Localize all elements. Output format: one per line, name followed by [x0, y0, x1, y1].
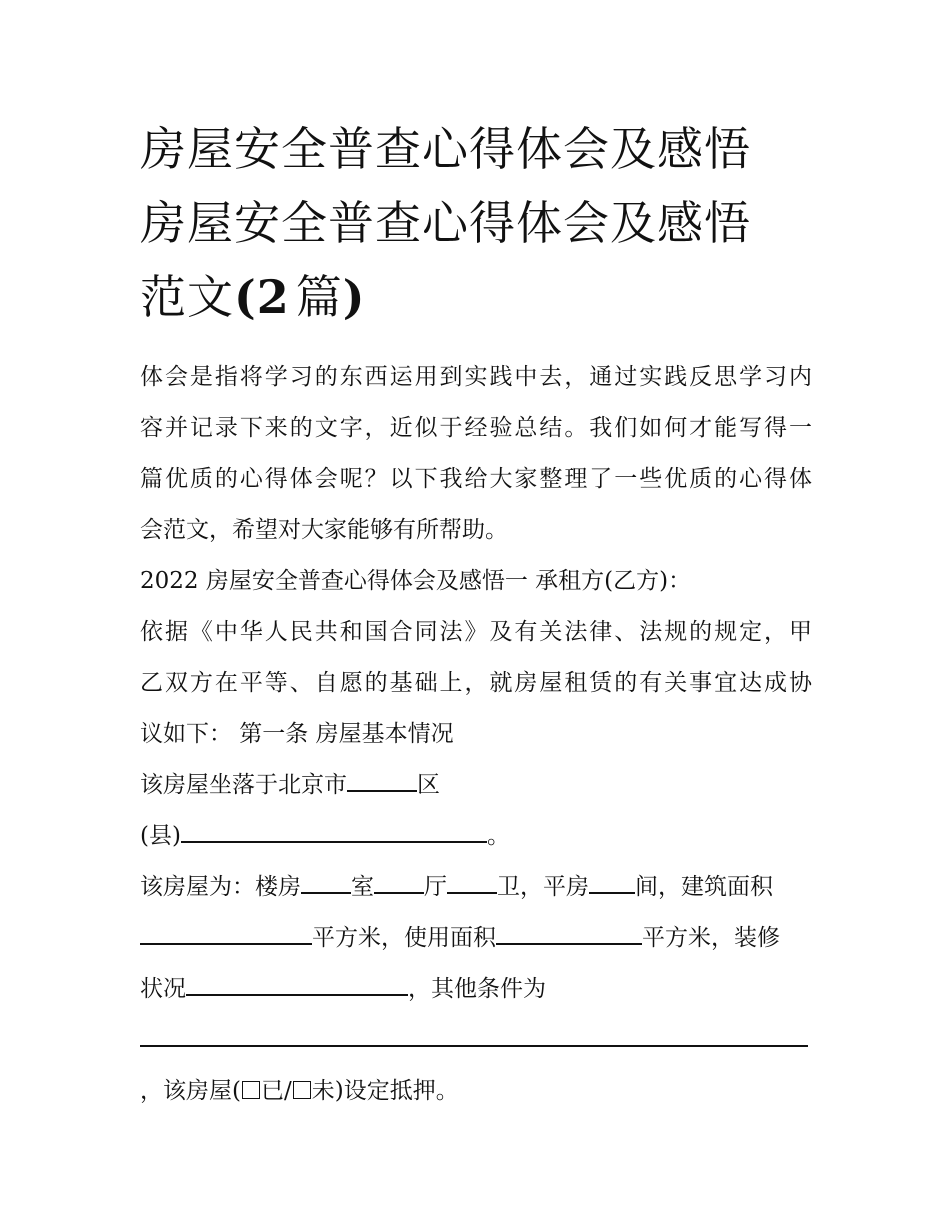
usable-area-label: 平方米，装修: [642, 925, 780, 951]
decoration-blank[interactable]: [186, 980, 408, 996]
other-conditions-blank[interactable]: [140, 1031, 808, 1047]
contract-line-1: 依据《中华人民共和国合同法》及有关法律、法规的规定，甲: [140, 619, 812, 645]
house-type-label: 该房屋为：楼房: [140, 874, 301, 900]
halls-label: 厅: [424, 874, 447, 900]
bungalow-blank[interactable]: [589, 878, 635, 894]
address-blank[interactable]: [181, 827, 487, 843]
decoration-label: 状况: [140, 976, 186, 1002]
halls-blank[interactable]: [374, 878, 424, 894]
mortgage-line: [140, 1066, 812, 1117]
building-area-blank[interactable]: [140, 929, 312, 945]
county-line: [140, 811, 812, 862]
area-line: [140, 913, 812, 964]
section-heading: 2022 房屋安全普查心得体会及感悟一 承租方(乙方)：: [140, 568, 692, 594]
title-line-1: 房屋安全普查心得体会及感悟: [140, 122, 751, 176]
other-conditions-line: [140, 1015, 812, 1066]
bungalow-label: 间，建筑面积: [635, 874, 773, 900]
mortgage-label: ，该房屋(: [140, 1078, 241, 1104]
location-line: [140, 760, 812, 811]
county-period: 。: [486, 823, 510, 849]
document-body: [140, 352, 812, 1117]
district-blank[interactable]: [347, 776, 417, 792]
title-line-2: 房屋安全普查心得体会及感悟: [140, 196, 751, 250]
decoration-line: [140, 964, 812, 1015]
document-title: [140, 112, 820, 334]
building-area-label: 平方米，使用面积: [312, 925, 496, 951]
county-label: (县): [140, 823, 181, 849]
rooms-label: 室: [351, 874, 374, 900]
not-mortgaged-label: 未)设定抵押。: [311, 1078, 459, 1104]
rooms-blank[interactable]: [301, 878, 351, 894]
intro-line-2: 容并记录下来的文字，近似于经验总结。我们如何才能写得一: [140, 415, 812, 441]
mortgaged-checkbox[interactable]: [242, 1081, 260, 1099]
intro-line-3: 篇优质的心得体会呢？以下我给大家整理了一些优质的心得体: [140, 466, 812, 492]
title-count-open: (2: [234, 270, 290, 324]
location-label: 该房屋坐落于北京市: [140, 772, 347, 798]
district-label: 区: [417, 772, 440, 798]
house-type-line: [140, 862, 812, 913]
not-mortgaged-checkbox[interactable]: [293, 1081, 311, 1099]
other-conditions-label: ，其他条件为: [408, 976, 546, 1002]
baths-blank[interactable]: [447, 878, 497, 894]
title-count-close: ): [342, 270, 366, 324]
intro-line-1: 体会是指将学习的东西运用到实践中去，通过实践反思学习内: [140, 364, 812, 390]
intro-line-4: 会范文，希望对大家能够有所帮助。: [140, 517, 508, 543]
usable-area-blank[interactable]: [496, 929, 642, 945]
title-line-3: [140, 260, 820, 334]
title-prefix: 范文: [140, 270, 234, 324]
contract-line-2: 乙双方在平等、自愿的基础上，就房屋租赁的有关事宜达成协: [140, 670, 812, 696]
mortgaged-label: 已/: [260, 1078, 292, 1104]
title-count-unit: 篇: [295, 270, 343, 324]
baths-label: 卫，平房: [497, 874, 589, 900]
contract-line-3: 议如下： 第一条 房屋基本情况: [140, 721, 454, 747]
